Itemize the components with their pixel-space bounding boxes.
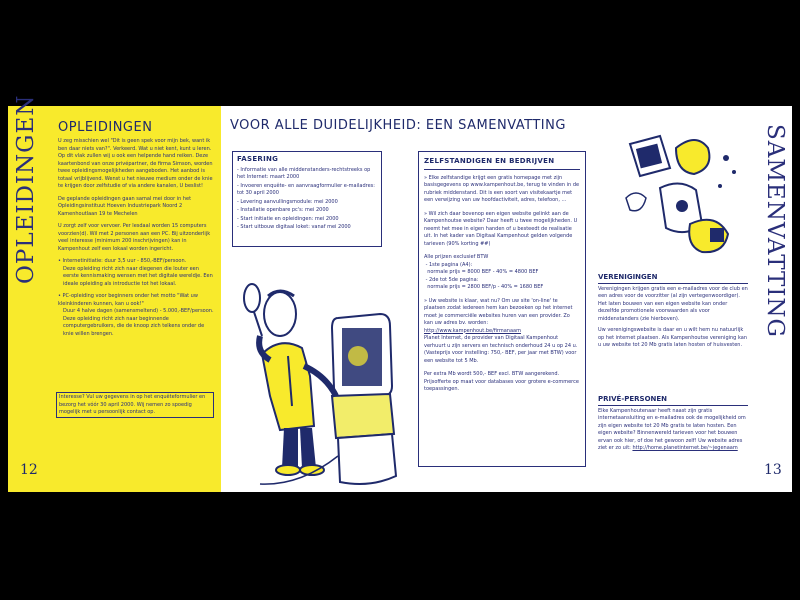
zb-prices: Alle prijzen exclusief BTW - 1ste pagina (A4): normale prijs = 8000 BEF - 40% = 4800 BEF - 2de tot 5de pagina: normale prijs = 2800 BEF/p - 40% = 1680 BEF (424, 254, 544, 290)
bullet-pc-opleiding: • PC-opleiding voor beginners onder het motto "Wat uw kleinkinderen kunnen, kan u ook!" Duur 4 halve dagen (samensmeltend) - 5.000,-BEF/persoon. Deze opleiding richt zich naar beginnende computergebruikers, die de knoop zich telkens onder de knie willen brengen. (58, 293, 216, 338)
zelfstandigen-title: ZELFSTANDIGEN EN BEDRIJVEN (424, 157, 555, 165)
zb-paragraph-4: » Uw website is klaar, wat nu? Om uw site 'on-line' te plaatsen zodat iedereen hem kan bezoeken op het internet moet je commerciële websites huren van een provider. Zo kan uw adres bv. worden: http://www.kampenhout.be/firmanaam Planet Internet, de provider van Digitaal Kampenhout verhuurt u zijn servers en technisch onderhoud 24 u op 24 u. (Vasteprijs voor instelling: 750,- BEF, per jaar met BTW) voor een website tot 5 Mb. (424, 297, 578, 364)
man-computer-illustration (240, 256, 400, 492)
zb-paragraph-6: Per extra Mb wordt 500,- BEF excl. BTW aangerekend. Prijsofferte op maat voor databases voor grotere e-commerce toepassingen. (424, 371, 579, 392)
fasering-box (232, 151, 382, 247)
verenigingen-p1: Verenigingen krijgen gratis een e-mailadres voor de club en een adres voor de voorzitter (al zijn vertegenwoordiger). Het laten bouwen van een eigen website kan onder dezelfde promotionele voorwaarden als voor middenstanders (zie hierboven). (598, 285, 748, 322)
title-divider (424, 169, 580, 170)
home-link[interactable]: http://home.planetinternet.be/~jegenaam (632, 445, 738, 451)
prive-p1: Elke Kampenhoutenaar heeft naast zijn gratis internetaansluiting en e-mailadres ook de mogelijkheid om zijn eigen website tot 20 Mb gratis te laten hosten. Een eigen website? Binnenwereld tarieven voor het bouwen ervan ook hier, of doe het gewoon zelf! Uw website adres ziet er zo uit: http://home.planetinternet.be/~jegenaam (598, 407, 746, 451)
fasering-item: - Levering aanvullingsmodule: mei 2000 (237, 198, 338, 205)
fasering-item: - Start initiatie en opleidingen: mei 2000 (237, 215, 339, 222)
fasering-item: - Informatie van alle middenstanders-rechtstreeks op het Internet: maart 2000 (237, 166, 371, 180)
fasering-list (237, 167, 377, 232)
fasering-title: FASERING (237, 155, 279, 163)
vertical-title-right: SAMENVATTING (762, 124, 788, 338)
bullet1-title: Internetinitiatie: duur 3,5 uur - 850,-BEF/persoon. (62, 258, 187, 264)
summary-heading: VOOR ALLE DUIDELIJKHEID: EEN SAMENVATTING (230, 118, 566, 133)
left-page (8, 94, 221, 492)
zb-paragraph-2: » Wil zich daar bovenop een eigen website gelinkt aan de Kampenhoutse website? Daar heeft u twee mogelijkheden. U neemt het mee in eigen handen of u besteedt de realisatie uit. In het kader van Digitaal Kampenhout gelden volgende tarieven (90% korting ##) (424, 210, 578, 247)
prive-title: PRIVÉ-PERSONEN (598, 396, 748, 406)
fasering-item: - Start uitbouw digitaal loket: vanaf mei 2000 (237, 224, 351, 230)
fasering-item: - Installatie openbare pc's: mei 2000 (237, 207, 329, 213)
prive-section (598, 396, 748, 457)
intro-paragraph: U zeg misschien wel "Dit is geen spek voor mijn bek, want ik ben daar niets van?". Verkeerd. Wat u niet kent, kunt u leren. Op dit vlak zullen wij u ook een helpende hand reiken. Deze kaartenbond van onze privépartner, de firma Simson, worden twee opleidingsmogelijkheden aangeboden. Het aanbod is totaal vrijblijvend. Wenst u het nieuwe medium onder de knie te krijgen door zelfstudie of via andere kanalen, U beslist! (58, 138, 213, 189)
page-number-right: 13 (764, 462, 782, 478)
verenigingen-title: VERENIGINGEN (598, 274, 748, 284)
location-paragraph: De geplande opleidingen gaan samal mei door in het Opleidingsinstituut Hoeven Industriepark Noord 2 Kamenhoutlaan 19 te Mechelen (58, 195, 192, 217)
zelfstandigen-box (418, 151, 586, 467)
opleidingen-text (58, 138, 216, 343)
brochure-spread (8, 94, 792, 492)
interesse-box: Interesse? Vul uw gegevens in op het enquêteformulier en bezorg het vóór 30 april 2000. Wij nemen zo spoedig mogelijk met u persoonlijk contact op. (56, 392, 214, 418)
vertical-title-left: OPLEIDINGEN (13, 94, 39, 284)
fasering-item: - Invoeren enquête- en aanvraagformulier e-mailadres: tot 30 april 2000 (237, 182, 375, 196)
bullet2-text: Duur 4 halve dagen (samensmeltend) - 5.000,-BEF/persoon. Deze opleiding richt zich naar beginnende computergebruikers, die de knoop zich telkens onder de knie willen brengen. (63, 308, 214, 337)
bullet1-text: Deze opleiding richt zich naar diegenen die louter een eerste kennismaking wensen met het digitale wereldje. Een ideale opleiding als introductie tot het lokaal. (63, 265, 213, 287)
verenigingen-p2: Uw verenigingswebsite is daar en u wilt hem nu natuurlijk op het internet plaatsen. Als Kampenhoutse vereniging kan u uw website tot 20 Mb gratis laten hosten of huisvesten. (598, 327, 747, 348)
opleidingen-heading: OPLEIDINGEN (58, 120, 153, 135)
flying-computers-illustration (616, 128, 746, 268)
info-paragraph: U zorgt zelf voor vervoer. Per lesdaal worden 15 computers voorzien(d). Wil met 2 personen aan een PC. Bij uitzonderlijk veel interesse (minimum 200 inschrijvingen) kan in Kampenhout zelf een lokaal worden ingericht. (58, 223, 211, 252)
website-link[interactable]: http://www.kampenhout.be/firmanaam (424, 327, 521, 334)
bullet-internetinitiatie: • Internetinitiatie: duur 3,5 uur - 850,-BEF/persoon. Deze opleiding richt zich naar diegenen die louter een eerste kennismaking wensen met het digitale wereldje. Een ideale opleiding als introductie tot het lokaal. (58, 258, 216, 288)
verenigingen-section (598, 274, 748, 354)
page-number-left: 12 (20, 462, 38, 478)
bullet2-title: PC-opleiding voor beginners onder het motto "Wat uw kleinkinderen kunnen, kan u ook!" (58, 293, 198, 307)
zb-paragraph-1: » Elke zelfstandige krijgt een gratis homepage met zijn basisgegevens op www.kampenhout.be, terug te vinden in de rubriek middenstand. Dit is een soort van visitekaartje met een verwijzing van uw hoofdactiviteit, adres, telefoon, ... (424, 174, 580, 203)
